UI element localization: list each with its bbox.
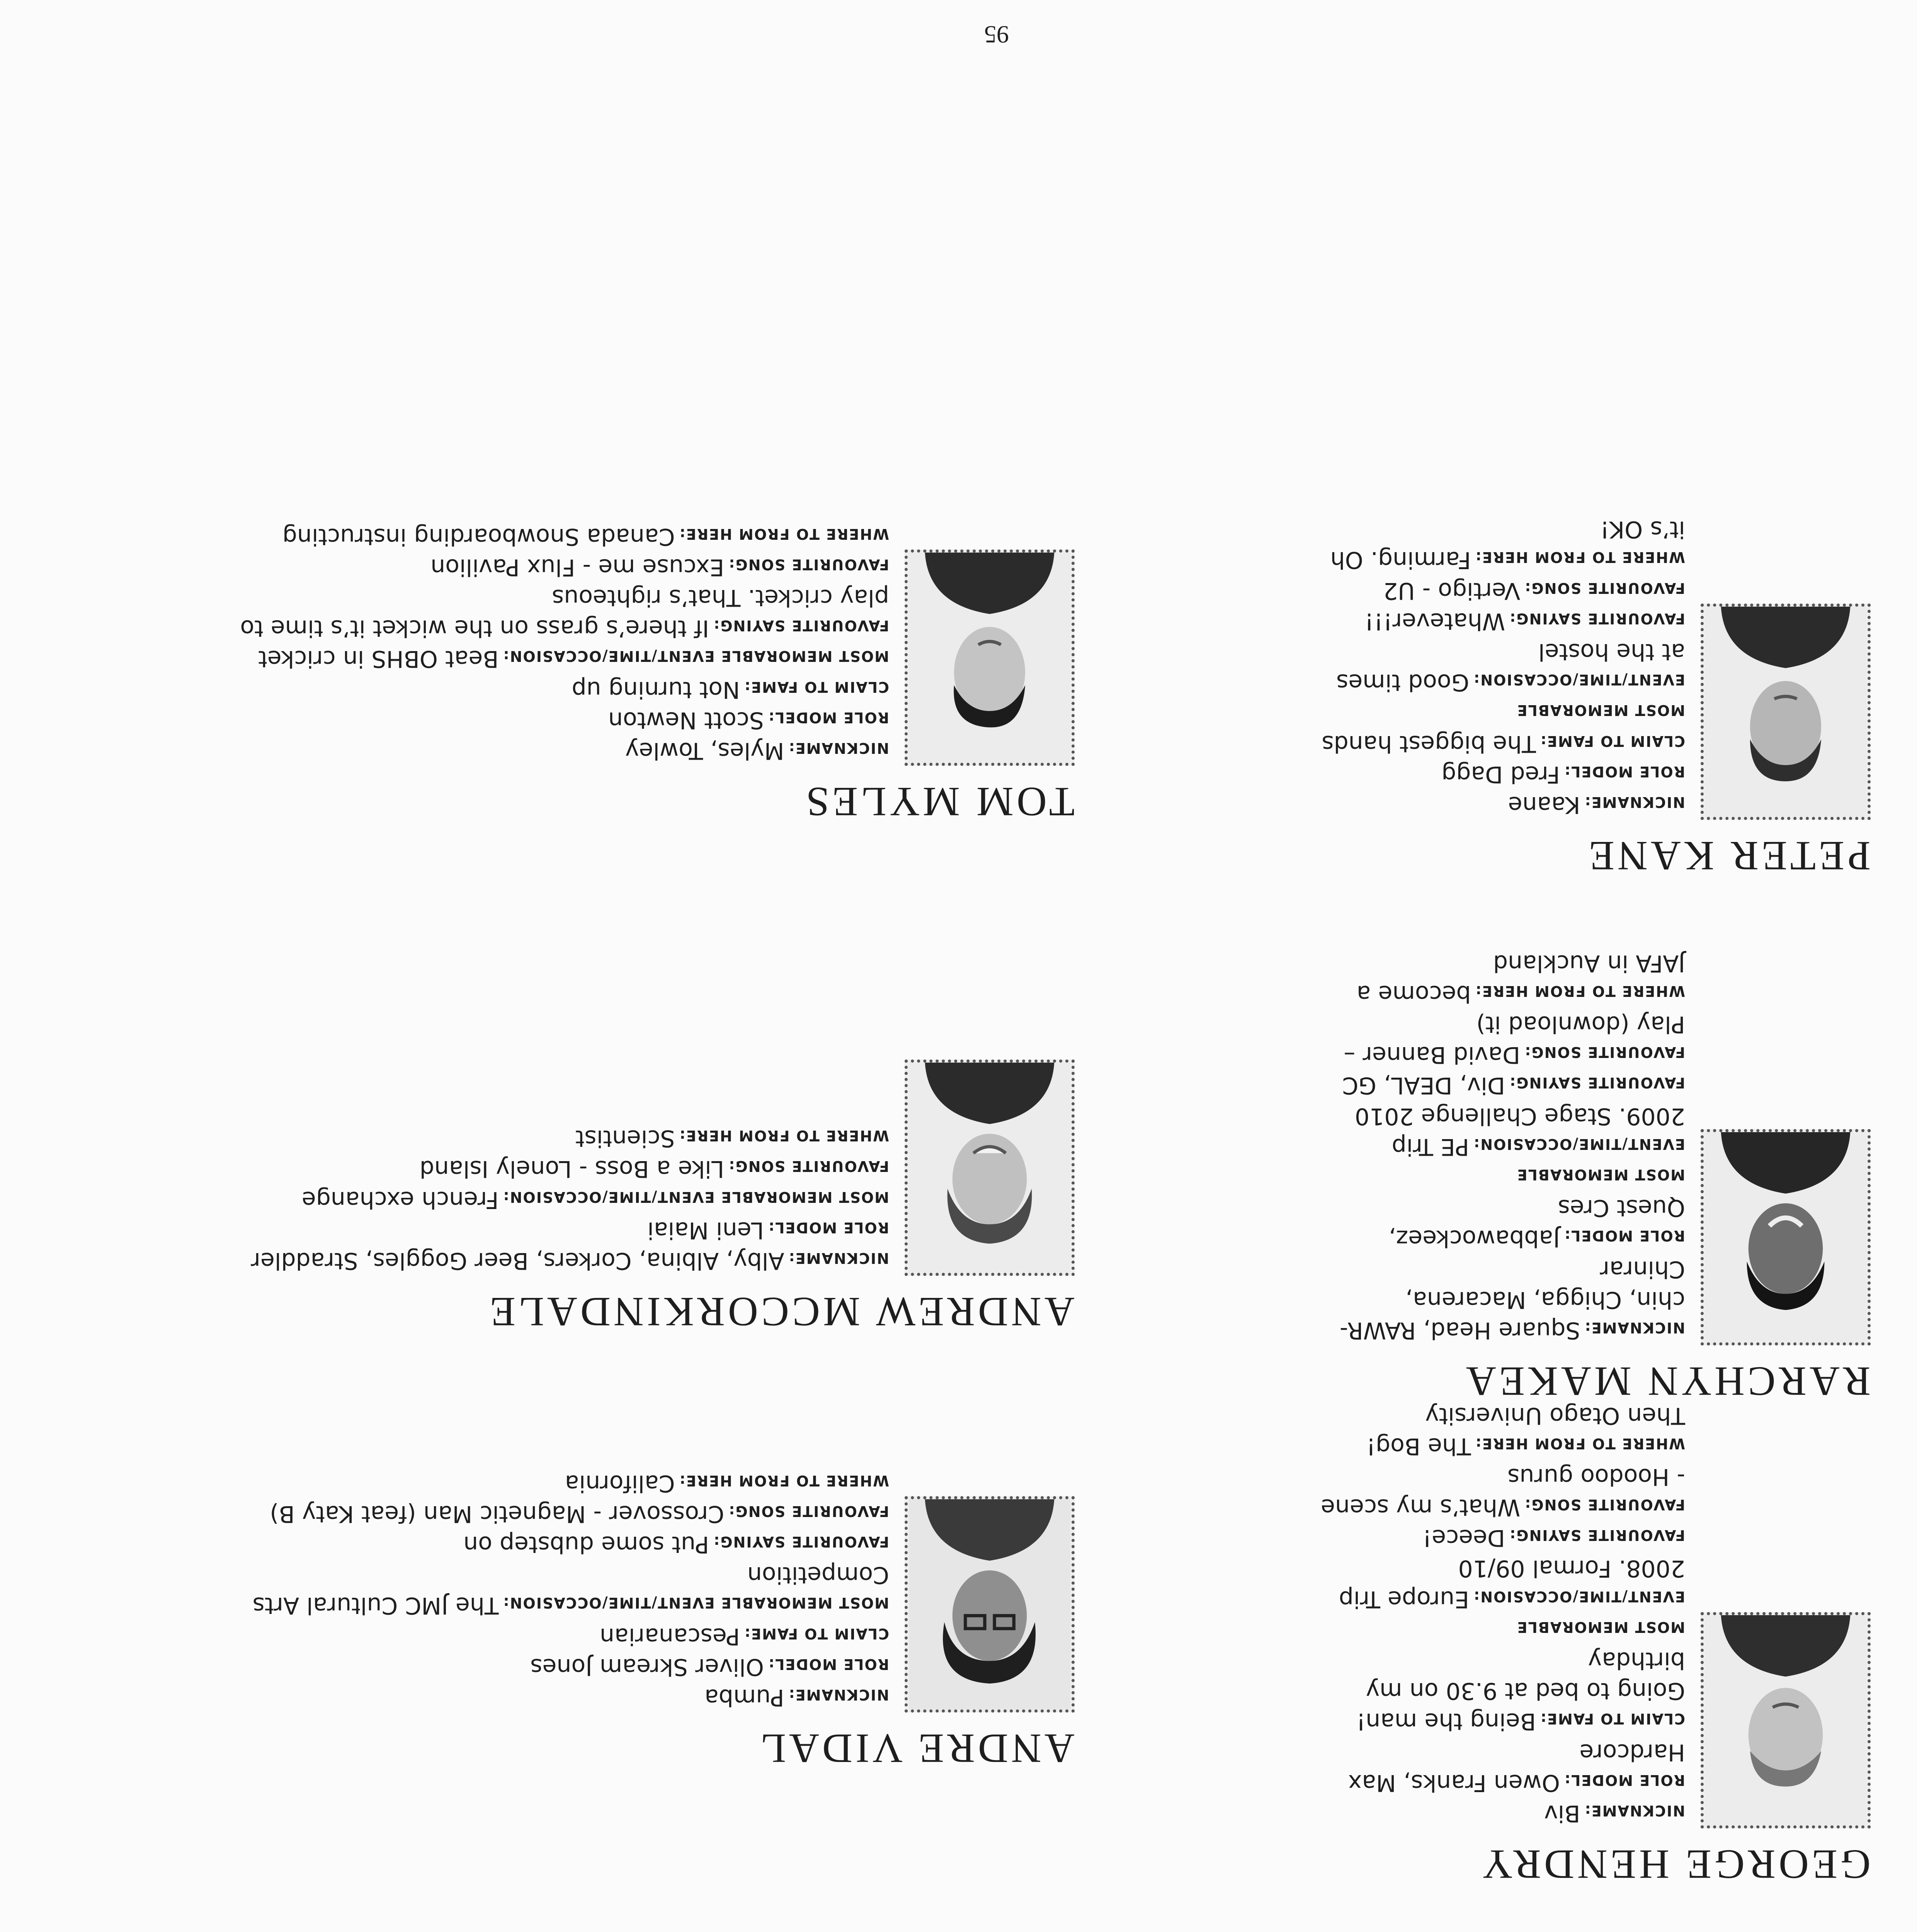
portrait-photo bbox=[905, 1060, 1075, 1276]
field-where: WHERE TO FROM HERE:Farming. Oh it’s OK! bbox=[1330, 516, 1685, 574]
field-where: WHERE TO FROM HERE:The Bog! Then Otago University bbox=[1366, 1402, 1685, 1460]
portrait-name: RARCHYN MAKEA bbox=[1463, 1358, 1871, 1404]
person-silhouette-icon bbox=[1704, 1615, 1868, 1825]
portrait-photo bbox=[905, 549, 1075, 766]
portrait-details bbox=[1318, 948, 1701, 1345]
field-event: MOST MEMORABLE EVENT/TIME/OCCASION:PE Trip 2009. Stage Challenge 2010 bbox=[1354, 1102, 1685, 1184]
portrait-card-rarchyn-makea bbox=[1318, 948, 1871, 1405]
portrait-card-andrew-mccorkindale bbox=[201, 1060, 1075, 1335]
field-event: MOST MEMORABLE EVENT/TIME/OCCASION:Europe Trip 2008. Formal 09/10 bbox=[1339, 1555, 1685, 1636]
field-nickname: NICKNAME:Kaane bbox=[1508, 791, 1685, 818]
field-song: FAVOURITE SONG:David Banner – Play (download it) bbox=[1344, 1011, 1685, 1069]
field-role-model: ROLE MODEL:Owen Franks, Max Hardcore bbox=[1348, 1738, 1685, 1796]
portrait-name: TOM MYLES bbox=[803, 779, 1075, 825]
field-where: WHERE TO FROM HERE:become a JAFA in Auckland bbox=[1356, 949, 1685, 1007]
portrait-name: ANDRE VIDAL bbox=[757, 1725, 1075, 1771]
person-silhouette-icon bbox=[908, 1499, 1072, 1709]
field-claim: CLAIM TO FAME:The biggest hands bbox=[1322, 730, 1685, 757]
field-role-model: ROLE MODEL:Fred Dagg bbox=[1441, 760, 1685, 788]
field-saying: FAVOURITE SAYING:Deece! bbox=[1422, 1524, 1685, 1552]
field-saying: FAVOURITE SAYING:Put some dubstep on bbox=[463, 1531, 889, 1558]
field-event: MOST MEMORABLE EVENT/TIME/OCCASION:Beat OBHS in cricket bbox=[258, 645, 889, 673]
field-nickname: NICKNAME:Alby, Albina, Corkers, Beer Goggles, Straddler bbox=[251, 1247, 889, 1274]
field-claim: CLAIM TO FAME:Being the man! Going to bed at 9.30 on my birthday bbox=[1356, 1647, 1685, 1735]
portrait-name: GEORGE HENDRY bbox=[1479, 1841, 1871, 1887]
portrait-card-peter-kane bbox=[1318, 514, 1871, 879]
portrait-details bbox=[201, 521, 905, 766]
field-role-model: ROLE MODEL:Oliver Skream Jones bbox=[530, 1653, 889, 1680]
field-song: FAVOURITE SONG:Excuse me - Flux Pavilion bbox=[430, 553, 889, 581]
field-nickname: NICKNAME:Myles, Towley bbox=[625, 737, 889, 764]
page-number: 95 bbox=[984, 21, 1009, 48]
person-silhouette-icon bbox=[908, 1063, 1072, 1273]
field-claim: CLAIM TO FAME:Not turning up bbox=[572, 676, 889, 703]
portrait-card-tom-myles bbox=[201, 521, 1075, 826]
portrait-details bbox=[1318, 1400, 1701, 1828]
field-event: MOST MEMORABLE EVENT/TIME/OCCASION:Good times at the hostel bbox=[1336, 638, 1685, 719]
field-claim: CLAIM TO FAME:Pescanarian bbox=[599, 1622, 889, 1650]
portrait-name: ANDREW MCCORKINDALE bbox=[487, 1289, 1075, 1335]
field-nickname: NICKNAME:Biv bbox=[1544, 1800, 1685, 1827]
portrait-photo bbox=[1701, 1129, 1871, 1345]
field-event: MOST MEMORABLE EVENT/TIME/OCCASION:French exchange bbox=[301, 1186, 889, 1213]
portrait-details bbox=[1318, 514, 1701, 820]
field-role-model: ROLE MODEL:Leni Maiai bbox=[647, 1216, 889, 1244]
portrait-photo bbox=[1701, 1612, 1871, 1828]
portrait-card-george-hendry bbox=[1318, 1400, 1871, 1888]
field-nickname: NICKNAME:Square Head, RAWR-chin, Chigga, Macarena, Chinrar bbox=[1339, 1255, 1685, 1344]
portrait-photo bbox=[905, 1496, 1075, 1713]
field-song: FAVOURITE SONG:What’s my scene - Hoodoo gurus bbox=[1321, 1463, 1685, 1521]
field-event: MOST MEMORABLE EVENT/TIME/OCCASION:The JMC Cultural Arts Competition bbox=[252, 1561, 889, 1619]
person-silhouette-icon bbox=[1704, 1132, 1868, 1342]
person-silhouette-icon bbox=[908, 553, 1072, 763]
portrait-name: PETER KANE bbox=[1586, 833, 1871, 879]
portrait-details bbox=[201, 1060, 905, 1276]
portrait-photo bbox=[1701, 604, 1871, 820]
field-saying: FAVOURITE SAYING:Whatever!!! bbox=[1364, 607, 1685, 635]
field-song: FAVOURITE SONG:Vertigo - U2 bbox=[1383, 577, 1685, 604]
field-role-model: ROLE MODEL:Jabbawockeez, Quest Cres bbox=[1388, 1194, 1685, 1252]
portrait-details bbox=[201, 1468, 905, 1713]
field-song: FAVOURITE SONG:Like a Boss - Lonely Island bbox=[419, 1155, 889, 1183]
field-role-model: ROLE MODEL:Scott Newton bbox=[608, 706, 889, 734]
field-song: FAVOURITE SONG:Crossover - Magnetic Man (feat Katy B) bbox=[270, 1500, 889, 1527]
field-nickname: NICKNAME:Pumba bbox=[704, 1684, 889, 1711]
person-silhouette-icon bbox=[1704, 607, 1868, 817]
field-where: WHERE TO FROM HERE:California bbox=[565, 1469, 889, 1497]
field-saying: FAVOURITE SAYING:Div, DEAL, GC bbox=[1342, 1072, 1685, 1099]
field-saying: FAVOURITE SAYING:If there’s grass on the wicket it’s time to play cricket. That’s righteous bbox=[240, 584, 889, 642]
field-where: WHERE TO FROM HERE:Canada Snowboarding instructing bbox=[282, 523, 889, 550]
portrait-card-andre-vidal bbox=[201, 1468, 1075, 1772]
field-where: WHERE TO FROM HERE:Scientist bbox=[575, 1125, 889, 1152]
